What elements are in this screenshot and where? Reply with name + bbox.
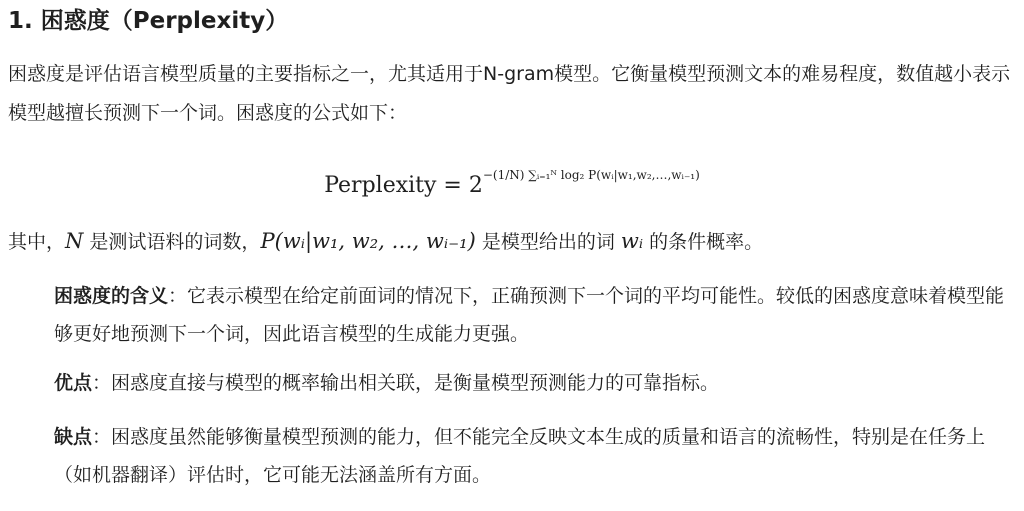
- bullet-text-advantages: ：困惑度直接与模型的概率输出相关联，是衡量模型预测能力的可靠指标。: [92, 372, 720, 394]
- variable-n: N: [65, 229, 84, 253]
- explanation-text-1: 其中，: [8, 231, 66, 253]
- intro-paragraph: 困惑度是评估语言模型质量的主要指标之一，尤其适用于N-gram模型。它衡量模型预测文本的难易程度，数值越小表示模型越擅长预测下一个词。困惑度的公式如下：: [8, 63, 1011, 124]
- explanation-text-2: 是测试语料的词数，: [83, 231, 261, 253]
- bullet-text-disadvantages: ：困惑度虽然能够衡量模型预测的能力，但不能完全反映文本生成的质量和语言的流畅性，特别是在任务上（如机器翻译）评估时，它可能无法涵盖所有方面。: [54, 426, 986, 486]
- bullet-advantages: [54, 364, 1020, 402]
- section-title: 1. 困惑度（Perplexity）: [8, 8, 289, 34]
- formula-lhs: Perplexity = 2: [324, 173, 483, 198]
- bullet-label-disadvantages: 缺点: [54, 426, 93, 448]
- explanation-text-4: 的条件概率。: [643, 231, 764, 253]
- bullet-disadvantages: [54, 418, 1020, 494]
- formula-explanation: [8, 222, 1018, 262]
- bullet-label-meaning: 困惑度的含义: [54, 285, 169, 307]
- formula-exponent: −(1/N) ∑ᵢ₌₁ᴺ log₂ P(wᵢ|w₁,w₂,…,wᵢ₋₁): [482, 168, 700, 182]
- bullet-text-meaning: ：它表示模型在给定前面词的情况下，正确预测下一个词的平均可能性。较低的困惑度意味着模型能够更好地预测下一个词，因此语言模型的生成能力更强。: [54, 285, 1005, 345]
- conditional-probability: P(wᵢ|w₁, w₂, …, wᵢ₋₁): [260, 229, 476, 253]
- explanation-text-3: 是模型给出的词: [475, 231, 621, 253]
- variable-w: wᵢ: [620, 229, 644, 253]
- bullet-meaning: [54, 277, 1020, 353]
- perplexity-formula: [0, 155, 1024, 206]
- bullet-label-advantages: 优点: [54, 372, 93, 394]
